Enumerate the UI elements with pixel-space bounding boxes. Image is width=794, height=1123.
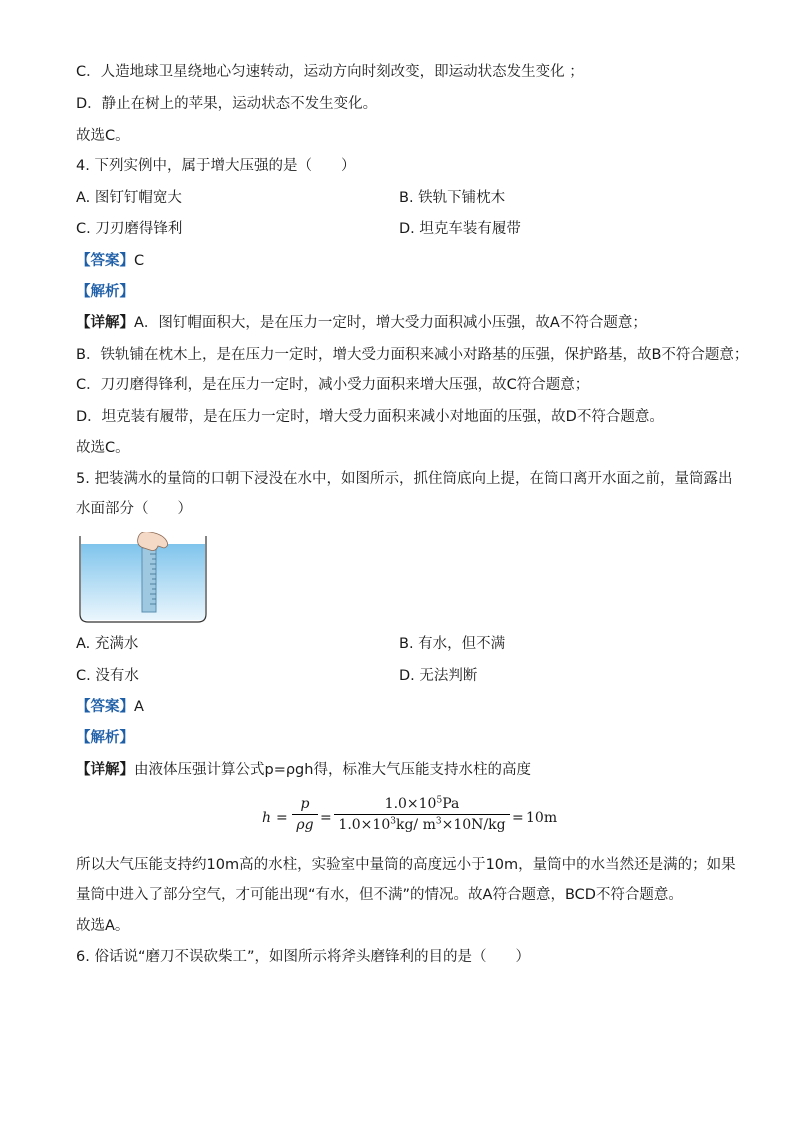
q4-detail-a — [76, 313, 647, 333]
detail-text-a: A．图钉帽面积大，是在压力一定时，增大受力面积减小压强，故A不符合题意； — [134, 315, 647, 331]
q5-explain-line2: 量筒中进入了部分空气，才可能出现“有水，但不满”的情况。故A符合题意，BCD不符合题意。 — [76, 887, 683, 903]
answer-value: C — [134, 253, 145, 269]
q4-select-c: 故选C。 — [76, 440, 130, 456]
den-g-value: ×10N/kg — [441, 817, 506, 833]
q4-option-a: A. 图钉钉帽宽大 — [76, 190, 182, 206]
detail-tag: 【详解】 — [76, 315, 134, 331]
fraction-bar — [334, 814, 510, 815]
q4-detail-c: C．刀刃磨得锋利，是在压力一定时，减小受力面积来增大压强，故C符合题意； — [76, 377, 590, 393]
q4-detail-d: D．坦克装有履带，是在压力一定时，增大受力面积来减小对地面的压强，故D不符合题意。 — [76, 409, 664, 425]
den-exponent: 3 — [390, 816, 396, 827]
formula-numerator — [334, 796, 510, 812]
q5-option-d: D. 无法判断 — [399, 668, 478, 684]
q5-select-a: 故选A。 — [76, 918, 130, 934]
hand-icon — [138, 532, 168, 551]
formula-denominator — [334, 817, 510, 833]
formula-denominator: ρg — [296, 817, 314, 833]
q4-detail-b: B．铁轨铺在枕木上，是在压力一定时，增大受力面积来减小对路基的压强，保护路基，故B不符合题意； — [76, 347, 749, 363]
formula-numerator: p — [300, 796, 310, 812]
cylinder-in-water-figure — [78, 532, 208, 624]
formula-result: 10m — [526, 810, 558, 826]
den-mantissa: 1.0×10 — [338, 817, 391, 833]
question-4: 4. 下列实例中，属于增大压强的是（ ） — [76, 158, 356, 174]
num-exponent: 5 — [436, 795, 443, 806]
detail-tag: 【详解】 — [76, 762, 134, 778]
q4-option-b: B. 铁轨下铺枕木 — [399, 190, 506, 206]
q4-option-c: C. 刀刃磨得锋利 — [76, 221, 183, 237]
q5-explain-line1: 所以大气压能支持约10m高的水柱，实验室中量筒的高度远小于10m，量筒中的水当然还是满的；如果 — [76, 857, 736, 873]
q4-analysis-tag — [76, 282, 134, 302]
line-d-apple: D．静止在树上的苹果，运动状态不发生变化。 — [76, 96, 378, 112]
answer-tag: 【答案】 — [76, 253, 134, 269]
answer-value: A — [134, 699, 144, 715]
question-5-line2: 水面部分（ ） — [76, 501, 192, 517]
formula-fraction-numeric — [334, 796, 510, 833]
formula-equals: = — [512, 810, 524, 826]
pressure-formula — [262, 796, 562, 842]
num-mantissa: 1.0×10 — [384, 796, 437, 812]
question-6: 6. 俗话说“磨刀不误砍柴工”，如图所示将斧头磨锋利的目的是（ ） — [76, 949, 530, 965]
den-unit: kg/ m — [395, 817, 436, 833]
formula-fraction-symbolic — [292, 796, 318, 833]
line-c-satellite: C．人造地球卫星绕地心匀速转动，运动方向时刻改变，即运动状态发生变化 ； — [76, 64, 584, 80]
analysis-tag: 【解析】 — [76, 730, 134, 746]
q5-option-c: C. 没有水 — [76, 668, 139, 684]
q4-option-d: D. 坦克车装有履带 — [399, 221, 521, 237]
question-5-line1: 5. 把装满水的量筒的口朝下浸没在水中，如图所示，抓住筒底向上提，在筒口离开水面之前，量筒露出 — [76, 471, 733, 487]
q5-option-a: A. 充满水 — [76, 636, 139, 652]
den-unit-exponent: 3 — [435, 816, 442, 827]
num-unit: Pa — [442, 796, 460, 812]
q5-answer — [76, 697, 144, 717]
fraction-bar — [292, 814, 318, 815]
analysis-tag: 【解析】 — [76, 284, 134, 300]
answer-tag: 【答案】 — [76, 699, 134, 715]
formula-equals: = — [276, 810, 288, 826]
formula-equals: = — [320, 810, 332, 826]
q4-answer — [76, 251, 144, 271]
detail-text: 由液体压强计算公式p=ρgh得，标准大气压能支持水柱的高度 — [134, 762, 531, 778]
line-select-c: 故选C。 — [76, 128, 130, 144]
q5-option-b: B. 有水，但不满 — [399, 636, 506, 652]
formula-h: h — [262, 810, 272, 826]
q5-detail — [76, 760, 531, 780]
q5-analysis-tag — [76, 728, 134, 748]
